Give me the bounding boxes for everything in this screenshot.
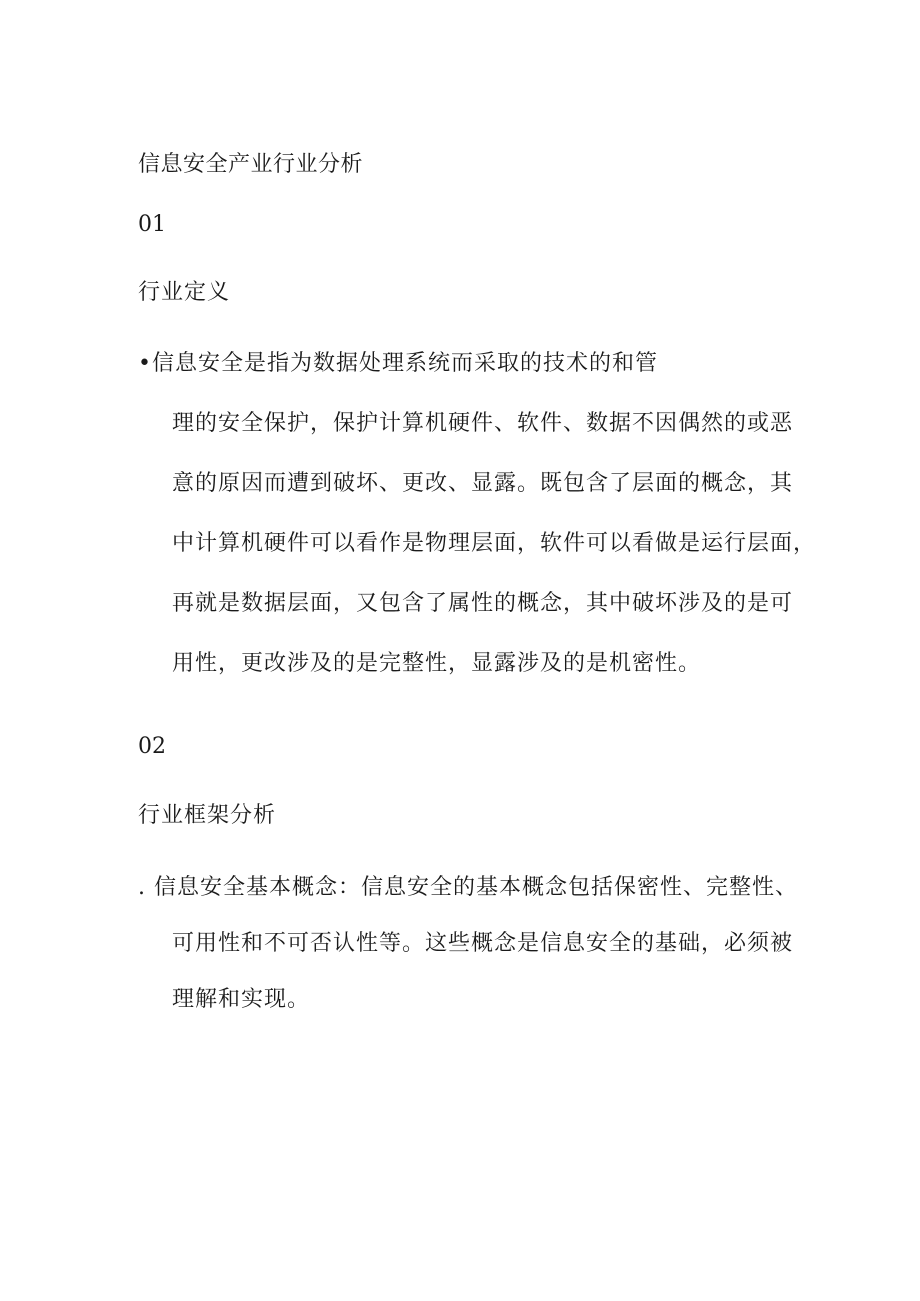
paragraph-line: 中计算机硬件可以看作是物理层面，软件可以看做是运行层面， [172,531,817,556]
paragraph-line: 理解和实现。 [172,987,311,1012]
paragraph-line: •信息安全是指为数据处理系统而采取的技术的和管 [138,351,658,376]
paragraph-line: 理的安全保护，保护计算机硬件、软件、数据不因偶然的或恶 [172,411,794,436]
paragraph-line: 可用性和不可否认性等。这些概念是信息安全的基础，必须被 [172,931,794,956]
section-1-heading: 行业定义 [138,280,231,305]
document-title: 信息安全产业行业分析 [138,152,364,177]
paragraph-line: 用性，更改涉及的是完整性，显露涉及的是机密性。 [172,651,702,676]
section-2-number: 02 [138,734,166,759]
paragraph-line: 意的原因而遭到破坏、更改、显露。既包含了层面的概念，其 [172,471,794,496]
paragraph-line: . 信息安全基本概念：信息安全的基本概念包括保密性、完整性、 [138,875,798,900]
section-1-paragraph [138,349,818,709]
section-2-heading: 行业框架分析 [138,803,277,828]
section-1-number: 01 [138,212,166,237]
section-2-paragraph [138,873,828,1041]
paragraph-line: 再就是数据层面，又包含了属性的概念，其中破坏涉及的是可 [172,591,794,616]
